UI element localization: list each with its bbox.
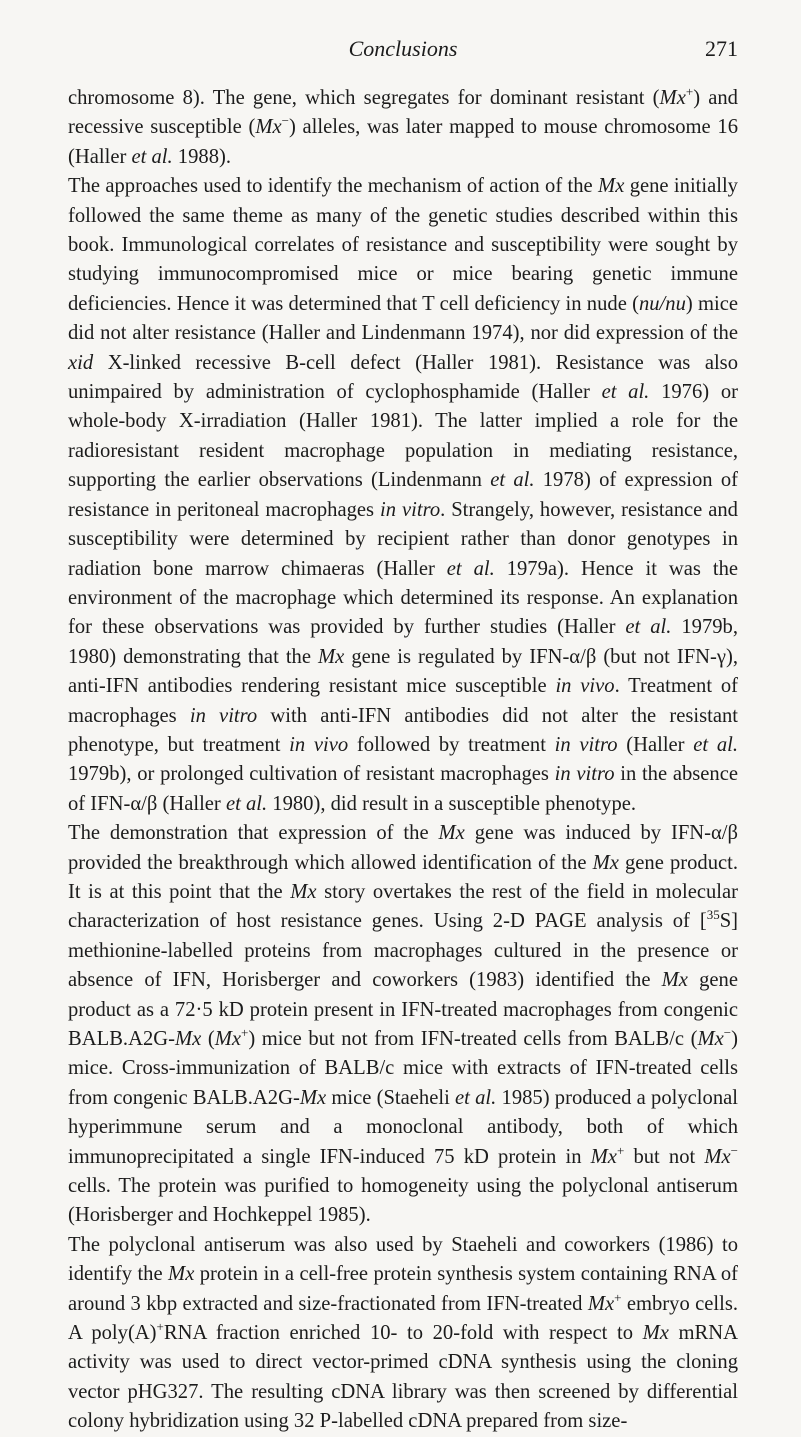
italic-run: Mx (659, 87, 686, 109)
italic-run: in vivo (289, 733, 349, 756)
text-run: ) mice did not alter resistance (Haller and Lindenmann 1974), nor did expression of the (68, 292, 738, 345)
italic-run: et al. (490, 469, 535, 492)
text-run: S] methionine-labelled proteins from macrophages cultured in the presence or absence of IFN, Horisberger and coworkers (1983) identified the (68, 910, 738, 992)
italic-run: et al. (225, 792, 268, 815)
text-run: gene product. It is at this point that the (68, 851, 738, 903)
text-run: ) alleles, was later mapped to mouse chromosome 16 (Haller (68, 116, 738, 168)
italic-run: et al. (601, 381, 650, 404)
superscript: + (241, 1025, 249, 1040)
text-run: embryo cells. A poly(A) (68, 1292, 739, 1345)
text-run: mice (Staeheli (326, 1086, 456, 1109)
italic-run: Mx (697, 1028, 724, 1050)
italic-run: Mx (299, 1086, 327, 1109)
text-run: 1979b), or prolonged cultivation of resistant macrophages (68, 763, 555, 786)
text-run: mRNA activity was used to direct vector-primed cDNA synthesis using the cloning vector pHG327. The resulting cDNA library was then screened by differential colony hybridization using 32 P-labelled cDNA prepared from size- (68, 1322, 738, 1433)
text-run: gene initially followed the same theme as many of the genetic studies described within this book. Immunological correlates of resistance and susceptibility were sought by studying immunocompromised mice or mice bearing genetic immune deficiencies. Hence it was determined that T cell deficiency in nude ( (68, 175, 738, 315)
superscript: 35 (706, 907, 720, 923)
italic-run: et al. (446, 557, 495, 580)
superscript: + (614, 1289, 622, 1305)
superscript: + (616, 1142, 625, 1158)
italic-run: xid (68, 351, 94, 374)
italic-run: et al. (131, 145, 173, 168)
text-run: followed by treatment (348, 733, 555, 756)
text-run: but not (624, 1145, 705, 1168)
italic-run: et al. (625, 616, 672, 639)
italic-run: Mx (587, 1292, 615, 1315)
italic-run: in vitro (554, 763, 615, 786)
page-number: 271 (705, 36, 738, 61)
text-run: The approaches used to identify the mechanism of action of the (68, 175, 599, 198)
paragraph (68, 84, 738, 172)
superscript: − (723, 1025, 732, 1040)
text-run: 1979b, 1980) demonstrating that the (68, 616, 738, 668)
text-run: 1980), did result in a susceptible phenotype. (267, 792, 637, 815)
text-run: ( (201, 1028, 215, 1050)
italic-run: Mx (438, 822, 465, 845)
text-run: cells. The protein was purified to homogeneity using the polyclonal antiserum (Horisberger and Hochkeppel 1985). (68, 1175, 738, 1227)
text-run: 1985) produced a polyclonal hyperimmune serum and a monoclonal antibody, both of which immunoprecipitated a single IFN-induced 75 kD protein in (68, 1086, 738, 1168)
italic-run: Mx (290, 880, 317, 903)
text-run: ) mice but not from IFN-treated cells from BALB/c ( (248, 1028, 698, 1050)
text-run: chromosome 8). The gene, which segregates for dominant resistant ( (68, 87, 660, 109)
italic-run: in vitro (554, 733, 618, 756)
text-run: protein in a cell-free protein synthesis system containing RNA of around 3 kbp extracted and size-fractionated from IFN-treated (68, 1263, 738, 1315)
italic-run: Mx (598, 175, 625, 198)
superscript: − (730, 1142, 738, 1158)
italic-run: Mx (592, 851, 619, 874)
text-run: 1978) of expression of resistance in peritoneal macrophages (68, 469, 738, 521)
text-run: gene product as a 72·5 kD protein present in IFN-treated macrophages from congenic BALB.A2G- (68, 969, 738, 1050)
text-run: ) and recessive susceptible ( (68, 87, 738, 139)
text-run: . Treatment of macrophages (68, 675, 739, 727)
superscript: + (156, 1319, 164, 1335)
italic-run: Mx (318, 645, 345, 668)
italic-run: Mx (168, 1263, 195, 1286)
italic-run: in vitro (189, 704, 258, 727)
text-run: gene is regulated by IFN-α/β (but not IFN-γ), anti-IFN antibodies rendering resistant mice susceptible (68, 645, 739, 698)
paragraph (68, 172, 738, 819)
text-run: in the absence of IFN-α/β (Haller (68, 763, 739, 815)
italic-run: Mx (590, 1145, 617, 1168)
italic-run: in vivo (555, 675, 615, 698)
text-run: RNA fraction enriched 10- to 20-fold with respect to (163, 1322, 643, 1345)
italic-run: Mx (661, 969, 688, 992)
superscript: + (685, 84, 694, 99)
italic-run: nu/nu (638, 292, 686, 315)
text-run: gene was induced by IFN-α/β provided the breakthrough which allowed identification of the (68, 822, 738, 874)
paragraph (68, 819, 738, 1231)
text-run: The demonstration that expression of the (68, 822, 439, 845)
italic-run: Mx (214, 1028, 242, 1050)
superscript: − (281, 113, 289, 129)
text-run: ) mice. Cross-immunization of BALB/c mice with extracts of IFN-treated cells from congenic BALB.A2G- (68, 1028, 738, 1109)
page-header (68, 36, 738, 66)
paragraph (68, 1231, 738, 1437)
italic-run: et al. (455, 1086, 497, 1109)
text-run: . Strangely, however, resistance and susceptibility were determined by recipient rather than donor genotypes in radiation bone marrow chimaeras (Haller (68, 498, 738, 580)
italic-run: Mx (642, 1322, 669, 1345)
body-text (68, 84, 738, 1437)
italic-run: Mx (704, 1145, 731, 1168)
italic-run: Mx (174, 1028, 202, 1050)
italic-run: et al. (693, 733, 739, 756)
text-run: The polyclonal antiserum was also used by Staeheli and coworkers (1986) to identify the (68, 1233, 738, 1286)
italic-run: in vitro (380, 498, 441, 521)
text-run: (Haller (617, 733, 694, 756)
text-run: 1979a). Hence it was the environment of the macrophage which determined its response. An explanation for these observations was provided by further studies (Haller (68, 557, 739, 639)
italic-run: Mx (255, 116, 282, 139)
running-title: Conclusions (348, 36, 458, 61)
text-run: story overtakes the rest of the field in molecular characterization of host resistance genes. Using 2-D PAGE analysis of [ (68, 880, 738, 933)
text-run: 1988). (172, 145, 231, 168)
text-run: 1976) or whole-body X-irradiation (Haller 1981). The latter implied a role for the radioresistant resident macrophage population in mediating resistance, supporting the earlier observations (Lindenmann (68, 381, 738, 492)
text-run: with anti-IFN antibodies did not alter the resistant phenotype, but treatment (68, 704, 738, 756)
text-run: X-linked recessive B-cell defect (Haller 1981). Resistance was also unimpaired by administration of cyclophosphamide (Haller (68, 351, 738, 404)
